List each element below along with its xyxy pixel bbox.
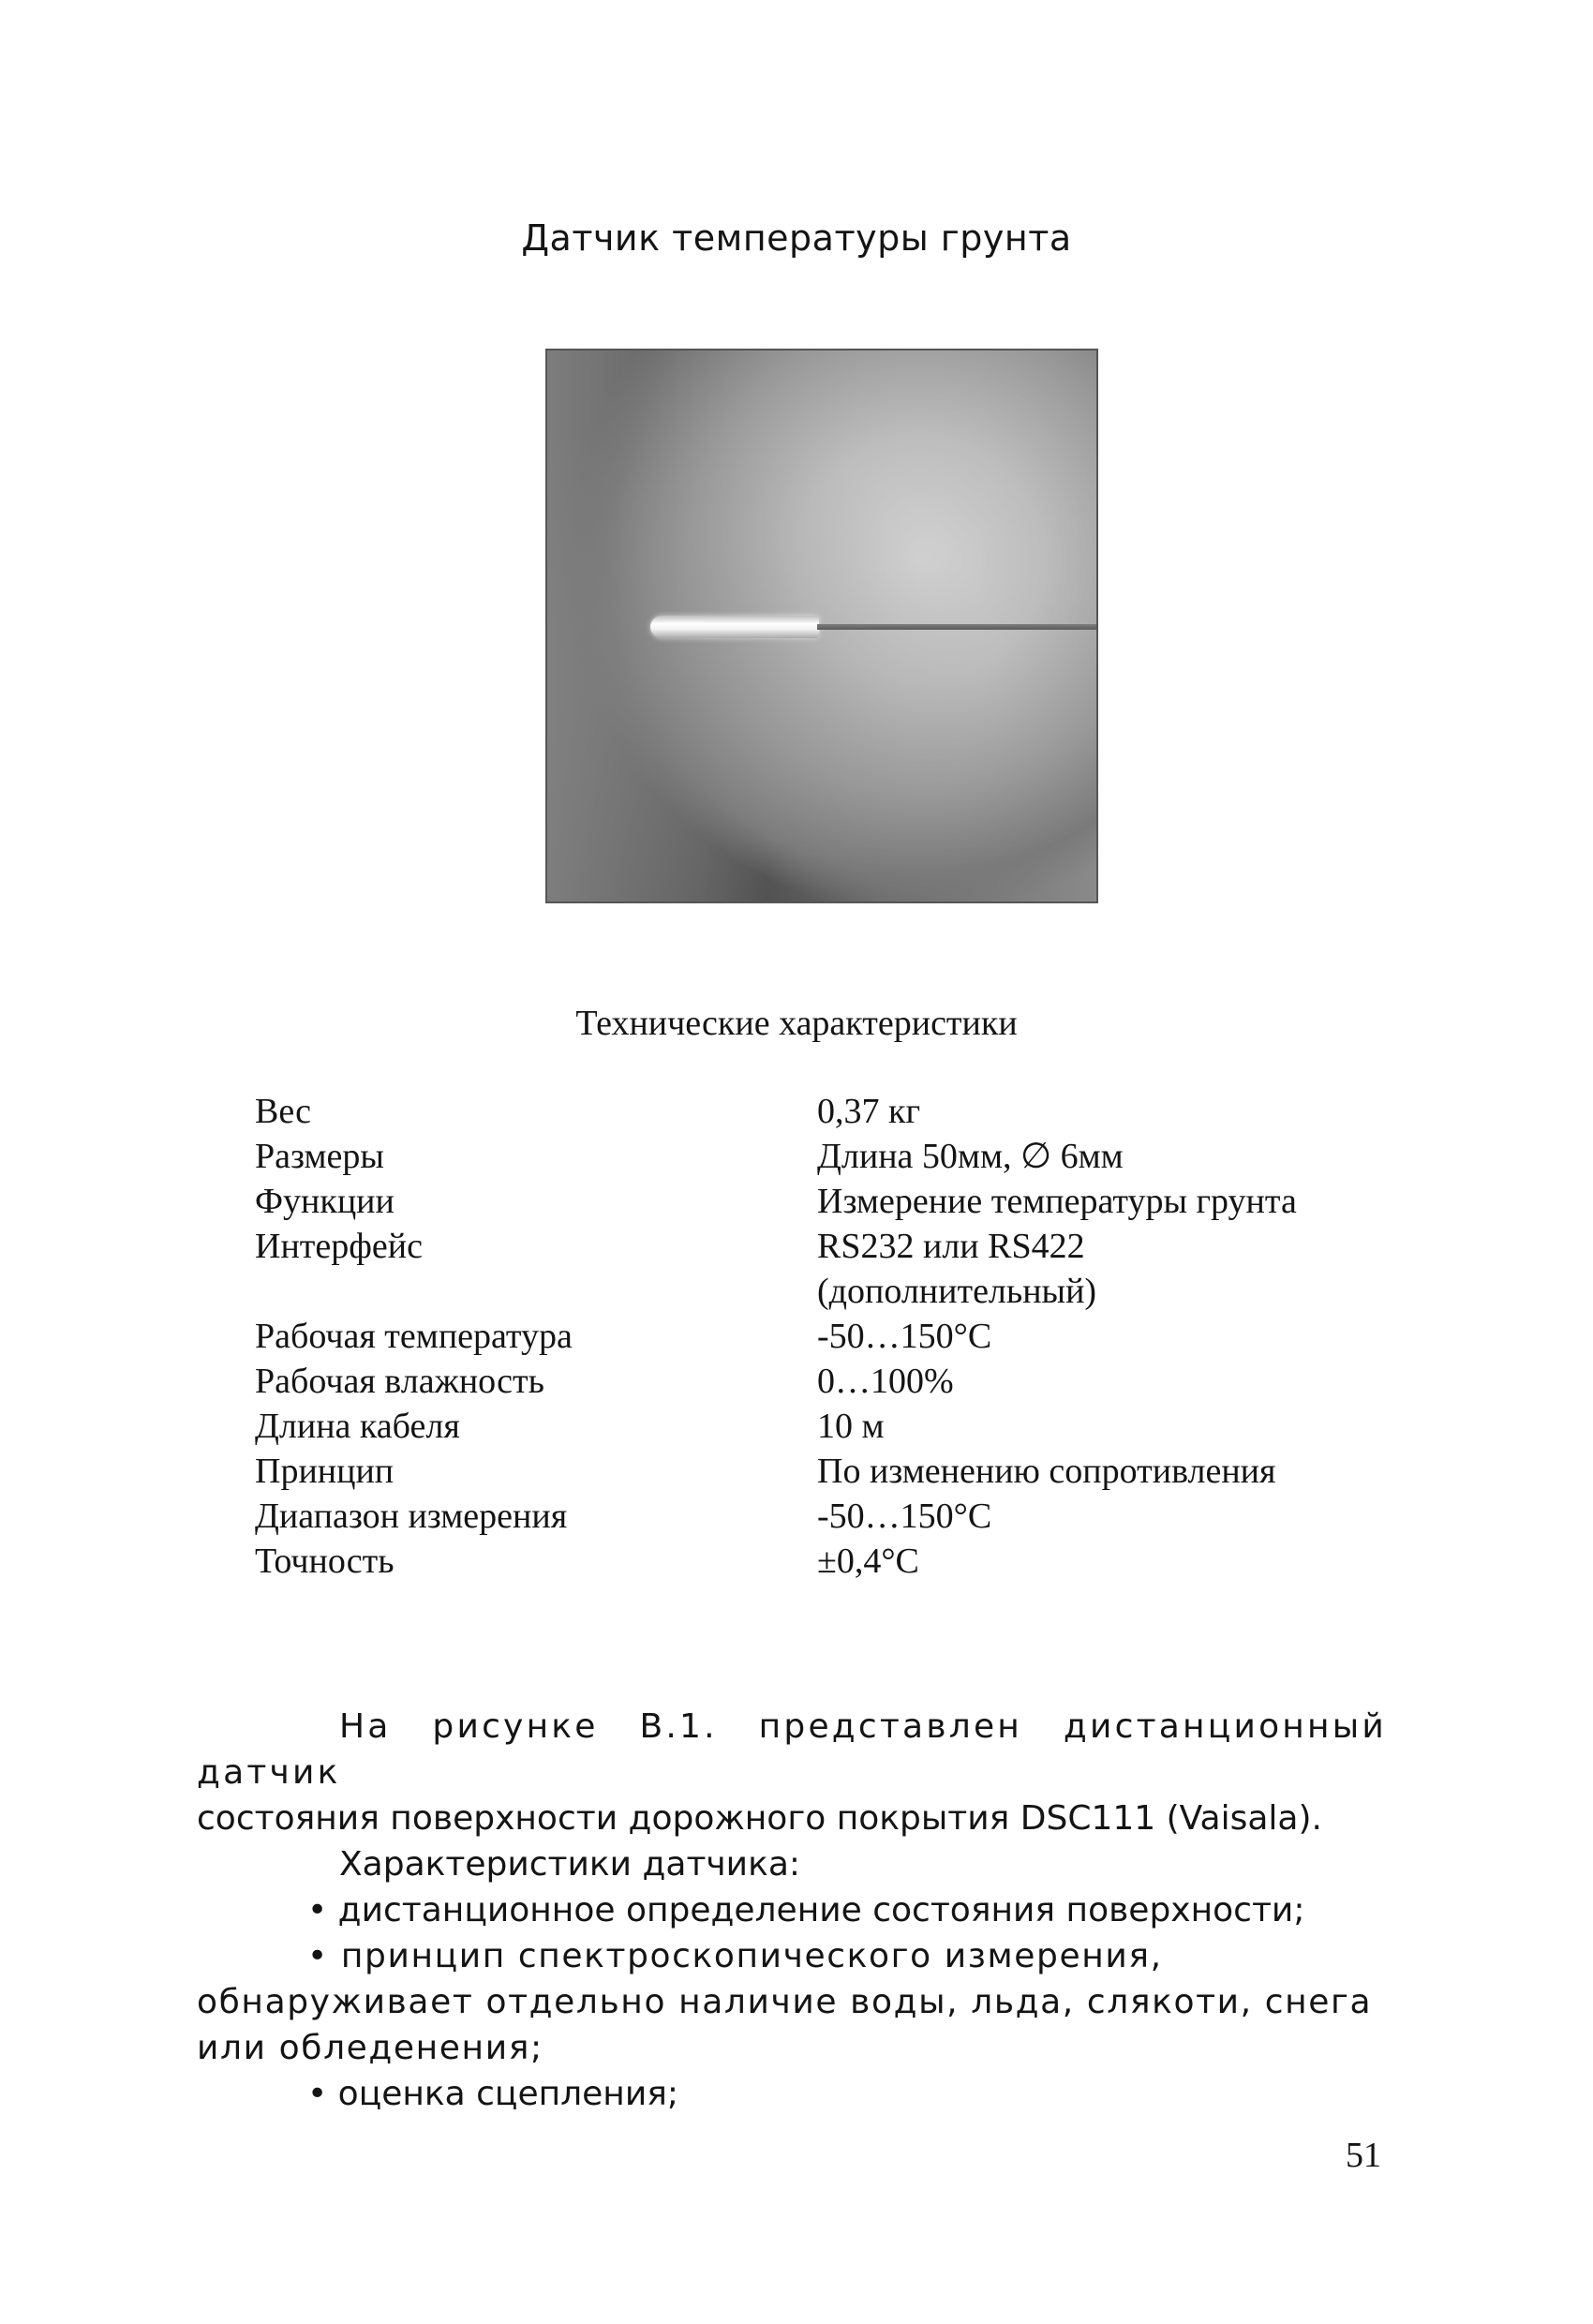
bullet-item: • принцип спектроскопического измерения, обнаруживает отдельно наличие воды, льда, слякоти, снега или обледенения;: [197, 1937, 1373, 2067]
paragraph-characteristics-heading: Характеристики датчика:: [339, 1845, 801, 1884]
spec-value: ±0,4°C: [817, 1542, 919, 1581]
spec-row-operating-humidity: [255, 1359, 1379, 1404]
paragraph-intro-line2: состояния поверхности дорожного покрытия DSC111 (Vaisala).: [197, 1799, 1322, 1838]
spec-label: Функции: [255, 1182, 395, 1221]
spec-row-principle: [255, 1449, 1379, 1494]
sensor-probe: [650, 616, 819, 638]
specs-table: [255, 1089, 1379, 1584]
sensor-photo: [545, 349, 1098, 903]
spec-value: По изменению сопротивления: [817, 1452, 1276, 1491]
spec-value: 0…100%: [817, 1362, 954, 1401]
spec-value: -50…150°C: [817, 1497, 992, 1536]
specs-title: Технические характеристики: [575, 1004, 1018, 1043]
spec-row-operating-temperature: [255, 1314, 1379, 1359]
spec-value: Длина 50мм, ∅ 6мм: [817, 1137, 1124, 1176]
spec-label: Рабочая температура: [255, 1317, 573, 1356]
paragraph-intro-line1: На рисунке В.1. представлен дистанционный датчик: [197, 1707, 1387, 1792]
spec-label: Интерфейс: [255, 1227, 423, 1266]
spec-label: Диапазон измерения: [255, 1497, 568, 1536]
spec-row-interface: [255, 1224, 1379, 1269]
paragraph-intro: [197, 1704, 1387, 1841]
spec-row-dimensions: [255, 1134, 1379, 1179]
spec-row-accuracy: [255, 1539, 1379, 1584]
spec-label: Точность: [255, 1542, 395, 1581]
spec-value: -50…150°C: [817, 1317, 992, 1356]
spec-row-measurement-range: [255, 1494, 1379, 1539]
figure-caption: Датчик температуры грунта: [521, 217, 1072, 259]
spec-label: [255, 1269, 817, 1314]
spec-value: RS232 или RS422: [817, 1227, 1085, 1266]
spec-value: Измерение температуры грунта: [817, 1182, 1297, 1221]
spec-row-functions: [255, 1179, 1379, 1224]
spec-label: Рабочая влажность: [255, 1362, 544, 1401]
bullet-item: • дистанционное определение состояния поверхности;: [307, 1891, 1305, 1929]
bullet-item: • оценка сцепления;: [307, 2075, 678, 2113]
page-number: 51: [1346, 2136, 1381, 2175]
spec-label: Принцип: [255, 1452, 395, 1491]
spec-row-weight: [255, 1089, 1379, 1134]
spec-value: 10 м: [817, 1407, 885, 1446]
spec-value: (дополнительный): [817, 1272, 1097, 1311]
sensor-cable: [817, 624, 1098, 630]
body-text: [197, 1704, 1387, 2117]
spec-row-cable-length: [255, 1404, 1379, 1449]
spec-row-interface-cont: [255, 1269, 1379, 1314]
spec-label: Вес: [255, 1092, 312, 1131]
spec-label: Длина кабеля: [255, 1407, 460, 1446]
spec-value: 0,37 кг: [817, 1092, 921, 1131]
spec-label: Размеры: [255, 1137, 384, 1176]
